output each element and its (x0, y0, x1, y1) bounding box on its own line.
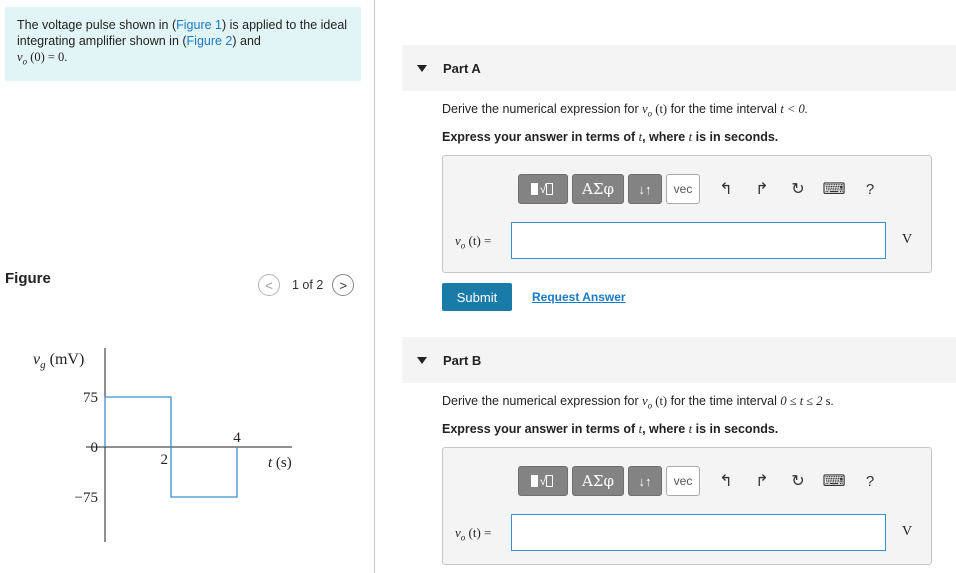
initial-condition-var: v (17, 50, 23, 64)
part-a-math-toolbar (518, 173, 884, 205)
part-b-question-pre: Derive the numerical expression for (442, 394, 643, 408)
vec-button[interactable]: vec (666, 466, 700, 496)
templates-button[interactable] (518, 466, 568, 496)
part-a-question-sub: o (647, 108, 653, 119)
part-b-title: Part B (443, 352, 482, 368)
part-b-question-interval: 0 ≤ t ≤ 2 (780, 394, 823, 408)
reset-icon[interactable]: ↻ (791, 181, 805, 198)
part-a-question-var: v (642, 102, 648, 116)
part-a-eq-sub: o (460, 240, 466, 251)
part-a-question-interval: t < 0. (780, 102, 808, 116)
submit-button[interactable]: Submit (442, 283, 512, 311)
part-a-header[interactable] (402, 45, 956, 91)
part-b-instruction-var: t (638, 422, 643, 436)
help-icon[interactable]: ? (865, 180, 875, 198)
arrows-button[interactable]: ↓↑ (628, 174, 662, 204)
part-b-question-sub: o (647, 400, 653, 411)
part-b-question-var: v (642, 394, 648, 408)
part-a-eq-var: v (455, 233, 461, 248)
part-b-question-post: for the time interval (667, 394, 781, 408)
y-tick-label: −75 (74, 490, 98, 507)
part-a-question-mid: (t) (652, 102, 668, 116)
redo-icon[interactable]: ↱ (755, 473, 769, 490)
chevron-right-icon: > (339, 277, 348, 293)
part-b-answer-box (442, 447, 932, 565)
vec-button[interactable]: vec (666, 174, 700, 204)
part-a-question-post: for the time interval (667, 102, 781, 116)
template-box-icon (546, 183, 553, 195)
y-tick-label: 75 (83, 389, 98, 406)
figure-1-link[interactable]: Figure 1 (176, 18, 222, 32)
x-tick-label: 2 (160, 452, 168, 468)
sqrt-icon: √ (539, 182, 547, 196)
help-icon[interactable]: ? (865, 472, 875, 490)
problem-text-1: The voltage pulse shown in ( (17, 18, 177, 32)
template-block-icon (531, 475, 538, 487)
reset-icon[interactable]: ↻ (791, 473, 805, 490)
part-a-instruction-post: is in seconds. (692, 130, 779, 144)
undo-icon[interactable]: ↰ (719, 181, 733, 198)
sqrt-icon: √ (539, 474, 547, 488)
y-tick-label: 0 (90, 440, 98, 456)
problem-statement (5, 7, 361, 81)
part-a-answer-input[interactable] (511, 222, 886, 259)
y-axis-label: $v_g$ (mV) (33, 351, 85, 371)
part-a-eq-rest: (t) = (465, 233, 492, 248)
figure-navigation (258, 274, 354, 296)
part-a-title: Part A (443, 60, 481, 76)
part-b-question (442, 394, 834, 411)
redo-icon[interactable]: ↱ (755, 181, 769, 198)
part-a-instruction-var: t (638, 130, 643, 144)
initial-condition-sub: o (22, 56, 28, 67)
part-b-eq-var: v (455, 525, 461, 540)
part-a-unit: V (902, 232, 913, 247)
problem-text-3: ) and (232, 34, 261, 48)
collapse-triangle-icon (417, 357, 427, 364)
chevron-left-icon: < (265, 277, 273, 293)
part-b-instruction-post: is in seconds. (692, 422, 779, 436)
part-a-instruction-var2: t (688, 130, 693, 144)
part-b-question-unit: s. (822, 394, 834, 408)
part-b-instruction-var2: t (688, 422, 693, 436)
part-b-instruction (442, 422, 778, 437)
part-b-answer-input[interactable] (511, 514, 886, 551)
voltage-pulse-chart (0, 330, 370, 565)
figure-title: Figure (5, 270, 51, 287)
greek-symbols-button[interactable]: ΑΣφ (572, 174, 624, 204)
templates-button[interactable] (518, 174, 568, 204)
part-b-instruction-mid: , where (642, 422, 689, 436)
problem-text-2: ) is applied to the ideal integrating amplifier shown in ( (17, 18, 348, 48)
template-block-icon (531, 183, 538, 195)
undo-icon[interactable]: ↰ (719, 473, 733, 490)
next-figure-button[interactable] (332, 274, 354, 296)
keyboard-icon[interactable]: ⌨ (822, 473, 846, 490)
part-a-instruction-pre: Express your answer in terms of (442, 130, 639, 144)
part-a-question-pre: Derive the numerical expression for (442, 102, 643, 116)
part-b-header[interactable] (402, 337, 956, 383)
part-b-instruction-pre: Express your answer in terms of (442, 422, 639, 436)
part-b-eq-rest: (t) = (465, 525, 492, 540)
arrows-button[interactable]: ↓↑ (628, 466, 662, 496)
column-divider (374, 0, 375, 573)
part-b-math-toolbar (518, 465, 884, 497)
part-a-instruction-mid: , where (642, 130, 689, 144)
part-a-instruction (442, 130, 778, 145)
x-tick-label: 4 (233, 430, 241, 446)
part-a-answer-box (442, 155, 932, 273)
template-box-icon (546, 475, 553, 487)
part-b-eq-sub: o (460, 532, 466, 543)
part-a-eq-label (455, 233, 491, 251)
prev-figure-button[interactable] (258, 274, 280, 296)
part-b-question-mid: (t) (652, 394, 668, 408)
figure-2-link[interactable]: Figure 2 (186, 34, 233, 48)
keyboard-icon[interactable]: ⌨ (822, 181, 846, 198)
part-a-question (442, 102, 808, 119)
part-b-eq-label (455, 525, 491, 543)
part-b-unit: V (902, 524, 913, 539)
greek-symbols-button[interactable]: ΑΣφ (572, 466, 624, 496)
initial-condition-rest: (0) = 0. (27, 50, 68, 64)
x-axis-label: t (s) (268, 455, 292, 471)
collapse-triangle-icon (417, 65, 427, 72)
figure-counter: 1 of 2 (292, 278, 324, 292)
request-answer-link[interactable]: Request Answer (532, 290, 626, 304)
